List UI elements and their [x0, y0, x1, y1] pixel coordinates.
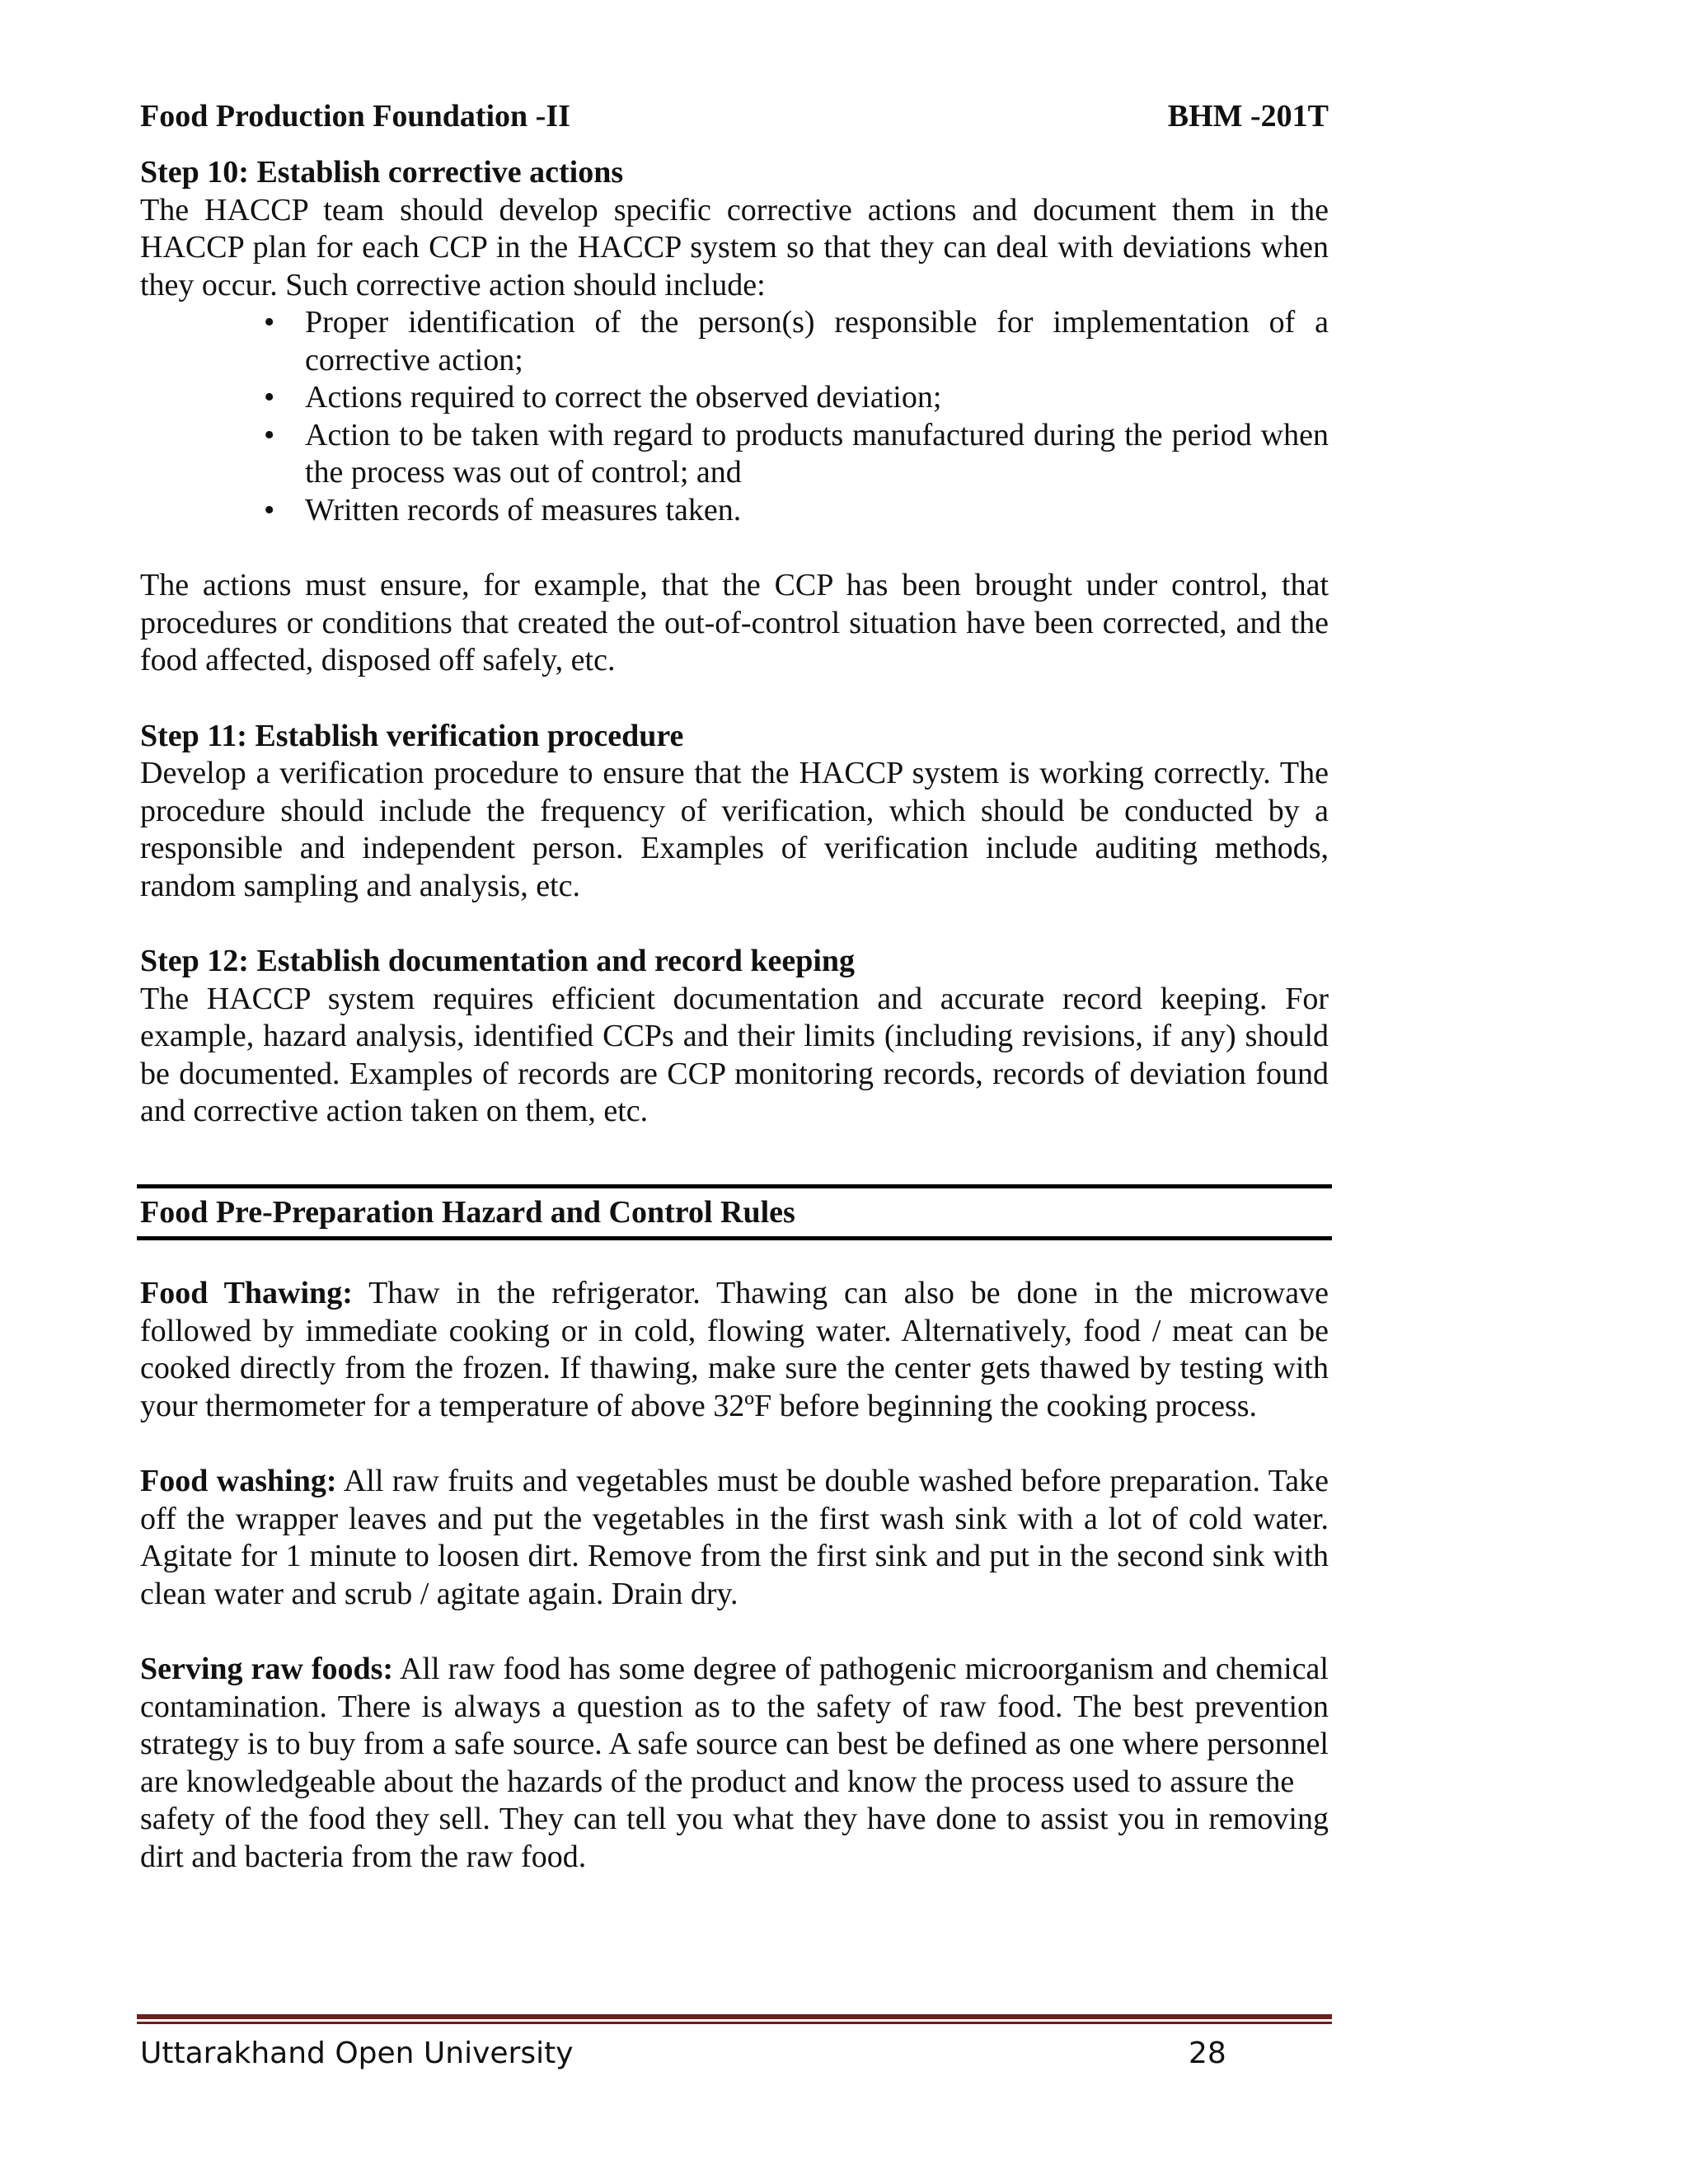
bullet-icon: • [264, 492, 275, 527]
thawing-paragraph [140, 1275, 1329, 1425]
section-title: Food Pre-Preparation Hazard and Control Rules [140, 1195, 795, 1230]
bullet-icon: • [264, 305, 275, 340]
list-item: • Written records of measures taken. [140, 492, 1329, 530]
list-item: • Proper identification of the person(s) responsible for implementation of a corrective action; [264, 305, 1329, 377]
step10-intro: The HACCP team should develop specific corrective actions and document them in the HACCP plan for each CCP in the HACCP system so that they can deal with deviations when they occur. Such corrective action should include: [140, 192, 1329, 302]
step10-closing: The actions must ensure, for example, that the CCP has been brought under control, that procedures or conditions that created the out-of-control situation have been corrected, and the food affected, disposed off safely, etc. [140, 568, 1329, 677]
section-heading-box [137, 1184, 1332, 1240]
bullet-icon: • [264, 380, 275, 415]
step10-heading: Step 10: Establish corrective actions [140, 155, 624, 190]
raw-foods-continuation: safety of the food they sell. They can tell you what they have done to assist you in removing dirt and bacteria from the raw food. [140, 1802, 1329, 1874]
content-upper [140, 154, 1329, 1131]
footer-rule-thin [137, 2022, 1332, 2024]
university-name: Uttarakhand Open University [140, 2036, 574, 2070]
washing-term: Food washing: [140, 1464, 337, 1498]
raw-foods-paragraph [140, 1651, 1329, 1801]
list-item: • Actions required to correct the observed deviation; [140, 379, 1329, 417]
step12-heading: Step 12: Establish documentation and record keeping [140, 944, 856, 978]
step11-heading: Step 11: Establish verification procedure [140, 718, 684, 753]
step10-bullet-list [140, 304, 1329, 529]
content-lower [140, 1275, 1329, 1876]
washing-paragraph [140, 1463, 1329, 1613]
list-item: • Action to be taken with regard to products manufactured during the period when the process was out of control; and [264, 417, 1329, 490]
step11-body: Develop a verification procedure to ensure that the HACCP system is working correctly. The procedure should include the frequency of verification, which should be conducted by a responsible and independent person. Examples of verification include auditing methods, random sampling and analysis, etc. [140, 756, 1329, 903]
thawing-body: Thaw in the refrigerator. Thawing can also be done in the microwave followed by immediate cooking or in cold, flowing water. Alternatively, food / meat can be cooked directly from the frozen. If thawing, make sure the center gets thawed by testing with your thermometer for a temperature of above 32ºF before beginning the cooking process. [140, 1276, 1329, 1423]
raw-foods-body: All raw food has some degree of pathogenic microorganism and chemical contamination. There is always a question as to the safety of raw food. The best prevention strategy is to buy from a safe source. A safe source can best be defined as one where personnel are knowledgeable about the hazards of the product and know the process used to assure the [140, 1652, 1329, 1799]
course-title: Food Production Foundation -II [140, 99, 570, 134]
washing-body: All raw fruits and vegetables must be double washed before preparation. Take off the wrapper leaves and put the vegetables in the first wash sink with a lot of cold water. Agitate for 1 minute to loosen dirt. Remove from the first sink and put in the second sink with clean water and scrub / agitate again. Drain dry. [140, 1464, 1329, 1611]
thawing-term: Food Thawing: [140, 1276, 353, 1310]
course-code: BHM -201T [1167, 99, 1329, 134]
bullet-icon: • [264, 417, 275, 452]
footer-rule-thick [137, 2014, 1332, 2019]
step12-body: The HACCP system requires efficient documentation and accurate record keeping. For example, hazard analysis, identified CCPs and their limits (including revisions, if any) should be documented. Examples of records are CCP monitoring records, records of deviation found and corrective action taken on them, etc. [140, 981, 1329, 1128]
page-number: 28 [1189, 2036, 1226, 2070]
raw-foods-term: Serving raw foods: [140, 1652, 394, 1686]
